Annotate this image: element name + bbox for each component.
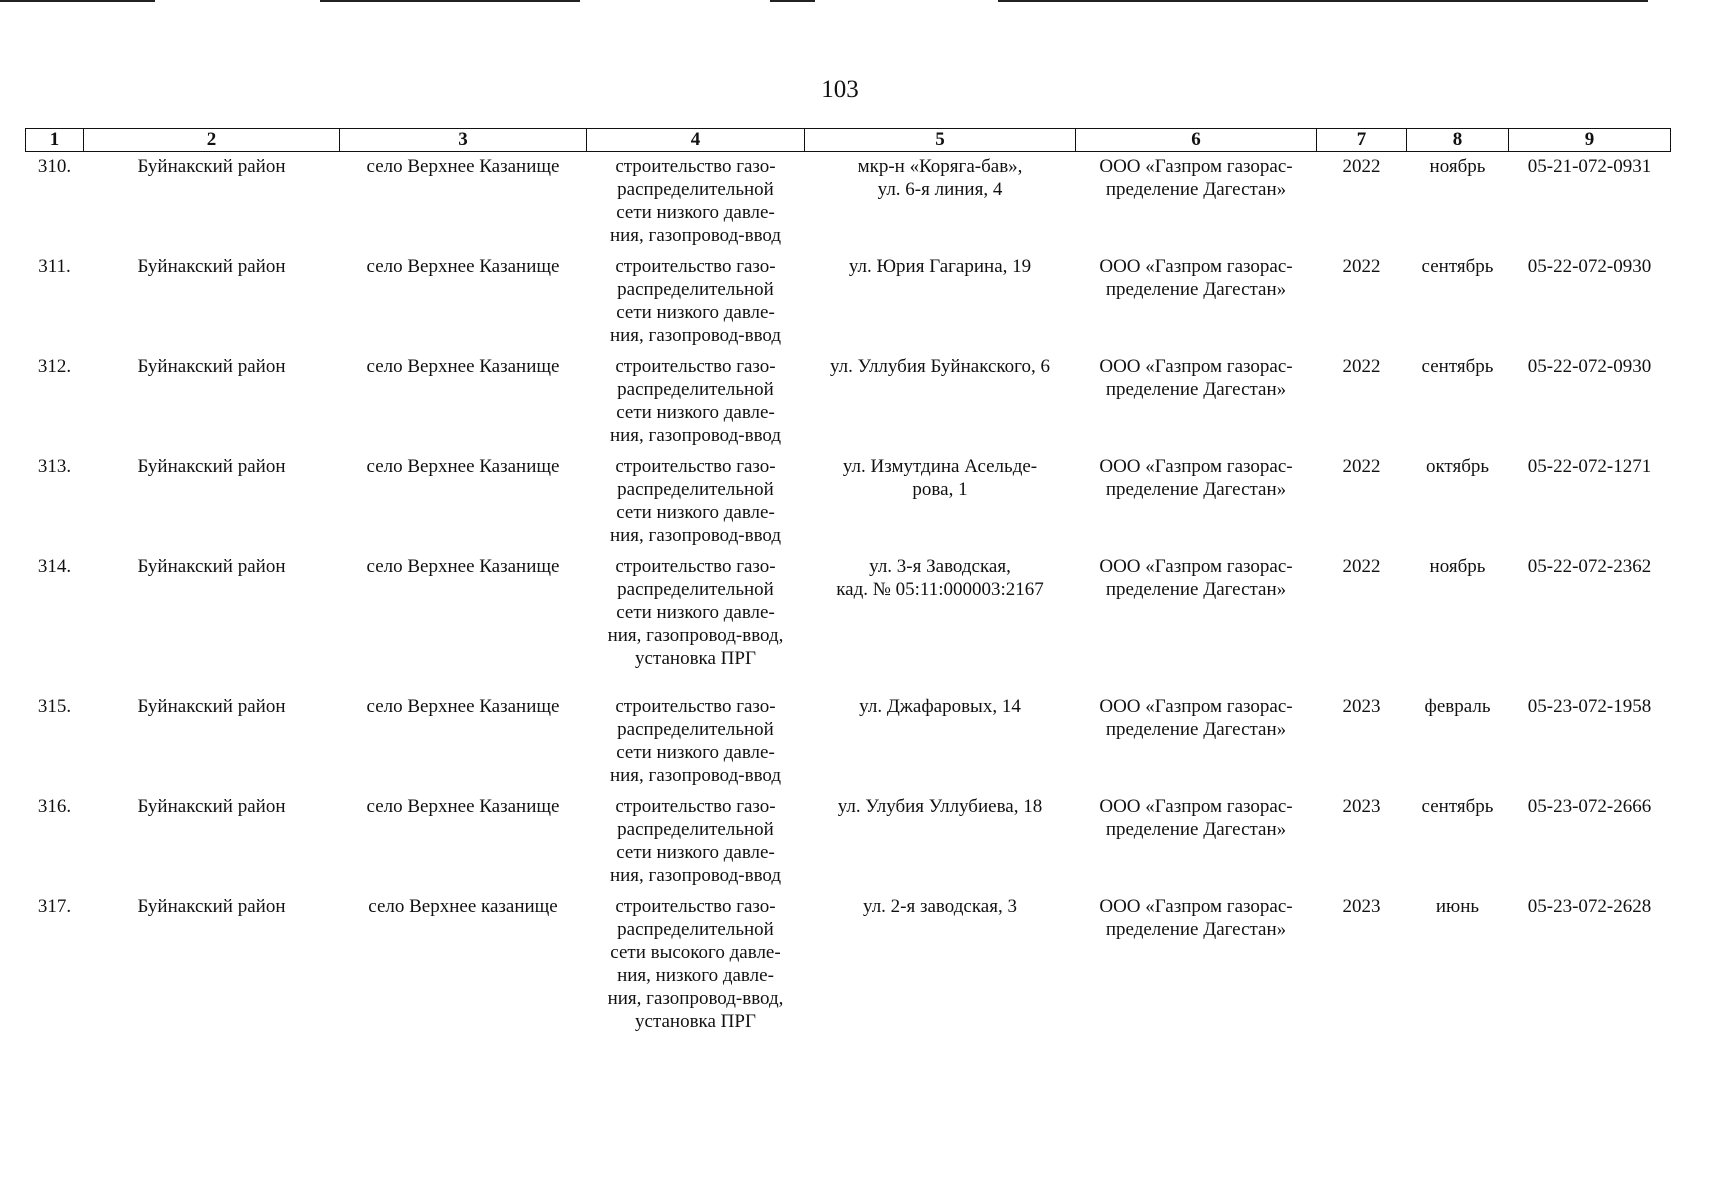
column-header-7: 7 [1317, 129, 1407, 152]
settlement-cell: село Верхнее Казанище [366, 255, 560, 277]
organization-cell: ООО «Газпром газорас- пределение Дагестан» [1099, 555, 1293, 600]
district-cell: Буйнакский район [137, 895, 286, 917]
scan-edge-left [0, 0, 155, 2]
work-cell: строительство газо- распределительной сети низкого давле- ния, газопровод-ввод [609, 695, 782, 786]
address-cell: ул. 2-я заводская, 3 [863, 895, 1017, 917]
code-cell: 05-21-072-0931 [1527, 156, 1652, 177]
page-number: 103 [821, 76, 859, 103]
row-number: 315. [37, 695, 72, 717]
month-cell: ноябрь [1429, 156, 1486, 177]
organization-cell: ООО «Газпром газорас- пределение Дагестан» [1099, 795, 1293, 840]
address-cell: ул. Измутдина Асельде- рова, 1 [842, 455, 1038, 500]
settlement-cell: село Верхнее Казанище [366, 355, 560, 377]
month-cell: октябрь [1425, 455, 1490, 477]
code-cell: 05-22-072-0930 [1527, 355, 1652, 377]
year-cell: 2022 [1342, 255, 1381, 277]
work-cell: строительство газо- распределительной сети высокого давле- ния, низкого давле- ния, газопровод-ввод, установка ПРГ [607, 895, 784, 1032]
year-cell: 2022 [1342, 555, 1381, 577]
row-number: 314. [37, 555, 72, 577]
row-number: 312. [37, 355, 72, 377]
organization-cell: ООО «Газпром газорас- пределение Дагестан» [1099, 355, 1293, 400]
table-row [26, 152, 1671, 252]
code-cell: 05-23-072-1958 [1527, 695, 1652, 717]
code-cell: 05-23-072-2628 [1527, 895, 1652, 917]
work-cell: строительство газо- распределительной сети низкого давле- ния, газопровод-ввод [609, 455, 782, 546]
column-header-5: 5 [805, 129, 1076, 152]
month-cell: сентябрь [1421, 795, 1494, 817]
work-cell: строительство газо- распределительной сети низкого давле- ния, газопровод-ввод [609, 156, 782, 246]
organization-cell: ООО «Газпром газорас- пределение Дагестан» [1099, 695, 1293, 740]
row-number: 310. [37, 156, 72, 177]
scan-edge-mid [320, 0, 580, 2]
work-cell: строительство газо- распределительной сети низкого давле- ния, газопровод-ввод [609, 795, 782, 886]
month-cell: февраль [1424, 695, 1491, 717]
column-header-3: 3 [340, 129, 587, 152]
address-cell: ул. Улубия Уллубиева, 18 [837, 795, 1043, 817]
organization-cell: ООО «Газпром газорас- пределение Дагестан» [1099, 455, 1293, 500]
address-cell: мкр-н «Коряга-бав», ул. 6-я линия, 4 [857, 156, 1023, 200]
settlement-cell: село Верхнее Казанище [366, 555, 560, 577]
register-sheet [25, 128, 1670, 1033]
work-cell: строительство газо- распределительной сети низкого давле- ния, газопровод-ввод [609, 255, 782, 346]
table-row [26, 692, 1671, 792]
district-cell: Буйнакский район [137, 156, 286, 177]
work-cell: строительство газо- распределительной сети низкого давле- ния, газопровод-ввод [609, 355, 782, 446]
table-row [26, 452, 1671, 552]
year-cell: 2023 [1342, 695, 1381, 717]
district-cell: Буйнакский район [137, 555, 286, 577]
district-cell: Буйнакский район [137, 795, 286, 817]
column-header-6: 6 [1076, 129, 1317, 152]
address-cell: ул. Юрия Гагарина, 19 [848, 255, 1032, 277]
register-table [25, 128, 1671, 1033]
month-cell: июнь [1435, 895, 1480, 917]
district-cell: Буйнакский район [137, 355, 286, 377]
year-cell: 2022 [1342, 455, 1381, 477]
code-cell: 05-22-072-1271 [1527, 455, 1652, 477]
year-cell: 2023 [1342, 795, 1381, 817]
scan-edge-right [998, 0, 1648, 2]
settlement-cell: село Верхнее Казанище [366, 455, 560, 477]
year-cell: 2023 [1342, 895, 1381, 917]
district-cell: Буйнакский район [137, 695, 286, 717]
address-cell: ул. 3-я Заводская, кад. № 05:11:000003:2167 [836, 555, 1044, 600]
row-number: 313. [37, 455, 72, 477]
header-row [26, 129, 1671, 152]
code-cell: 05-23-072-2666 [1527, 795, 1652, 817]
table-row [26, 252, 1671, 352]
settlement-cell: село Верхнее Казанище [366, 156, 560, 177]
year-cell: 2022 [1342, 156, 1381, 177]
row-number: 317. [37, 895, 72, 917]
column-header-2: 2 [84, 129, 340, 152]
column-header-1: 1 [26, 129, 84, 152]
row-number: 316. [37, 795, 72, 817]
work-cell: строительство газо- распределительной сети низкого давле- ния, газопровод-ввод, установка ПРГ [607, 555, 784, 669]
settlement-cell: село Верхнее Казанище [366, 695, 560, 717]
code-cell: 05-22-072-2362 [1527, 555, 1652, 577]
table-row [26, 352, 1671, 452]
month-cell: сентябрь [1421, 355, 1494, 377]
organization-cell: ООО «Газпром газорас- пределение Дагестан» [1099, 255, 1293, 300]
column-header-8: 8 [1407, 129, 1509, 152]
scan-edge-mid2 [770, 0, 815, 2]
settlement-cell: село Верхнее казанище [368, 895, 558, 917]
year-cell: 2022 [1342, 355, 1381, 377]
column-header-9: 9 [1509, 129, 1671, 152]
organization-cell: ООО «Газпром газорас- пределение Дагестан» [1099, 156, 1293, 200]
month-cell: сентябрь [1421, 255, 1494, 277]
code-cell: 05-22-072-0930 [1527, 255, 1652, 277]
settlement-cell: село Верхнее Казанище [366, 795, 560, 817]
table-row [26, 892, 1671, 1033]
table-header [26, 129, 1671, 152]
table-row [26, 552, 1671, 692]
district-cell: Буйнакский район [137, 255, 286, 277]
district-cell: Буйнакский район [137, 455, 286, 477]
table-body [26, 152, 1671, 1033]
address-cell: ул. Уллубия Буйнакского, 6 [830, 355, 1050, 377]
month-cell: ноябрь [1429, 555, 1486, 577]
table-row [26, 792, 1671, 892]
column-header-4: 4 [587, 129, 805, 152]
address-cell: ул. Джафаровых, 14 [859, 695, 1021, 717]
row-number: 311. [38, 255, 71, 277]
organization-cell: ООО «Газпром газорас- пределение Дагестан» [1099, 895, 1293, 940]
